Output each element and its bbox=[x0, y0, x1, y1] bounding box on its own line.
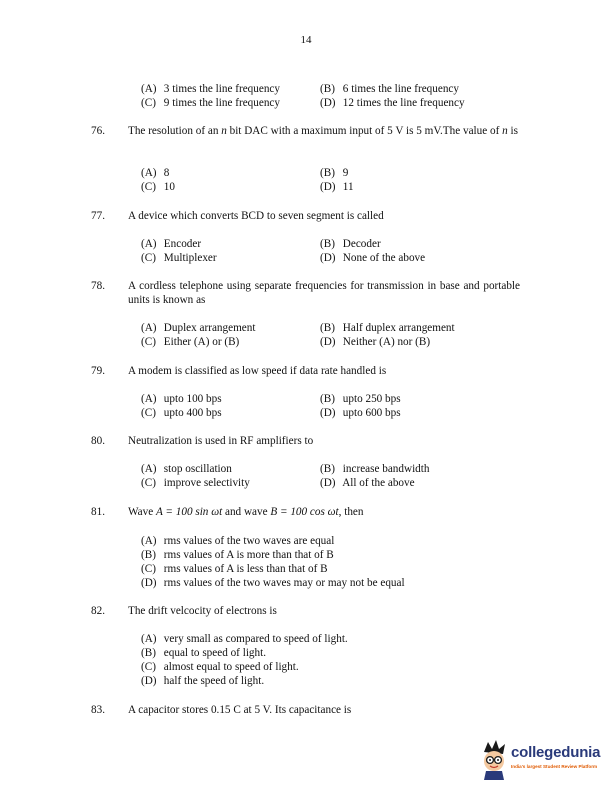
question-text: The drift velcocity of electrons is bbox=[128, 605, 277, 617]
option-d: (D) Neither (A) nor (B) bbox=[320, 336, 431, 348]
question-number: 76. bbox=[91, 125, 105, 137]
question-number: 79. bbox=[91, 365, 105, 377]
option-d bbox=[320, 96, 465, 110]
question-text: Wave A = 100 sin ωt and wave B = 100 cos ωt, then bbox=[128, 506, 364, 518]
brand-name: collegedunia bbox=[511, 744, 601, 761]
option-text: 6 times the line frequency bbox=[342, 83, 459, 95]
question-text: The resolution of an n bit DAC with a maximum input of 5 V is 5 mV.The value of n is bbox=[128, 125, 518, 137]
option-b: (B) 9 bbox=[320, 167, 349, 179]
option-b: (B) rms values of A is more than that of B bbox=[141, 549, 334, 561]
question-number: 77. bbox=[91, 210, 105, 222]
question-number: 83. bbox=[91, 704, 105, 716]
question-number: 78. bbox=[91, 280, 105, 292]
question-text: A device which converts BCD to seven segment is called bbox=[128, 210, 384, 222]
option-text: 12 times the line frequency bbox=[342, 97, 465, 109]
brand-tagline: India's largest Student Review Platform bbox=[511, 764, 598, 769]
option-c: (C) improve selectivity bbox=[141, 477, 250, 489]
option-c: (C) rms values of A is less than that of B bbox=[141, 563, 328, 575]
option-a: (A) stop oscillation bbox=[141, 463, 232, 475]
option-c: (C) Either (A) or (B) bbox=[141, 336, 240, 348]
question-text: A capacitor stores 0.15 C at 5 V. Its capacitance is bbox=[128, 704, 352, 716]
option-d: (D) All of the above bbox=[320, 477, 415, 489]
option-label: (B) bbox=[320, 83, 335, 95]
option-b: (B) upto 250 bps bbox=[320, 393, 401, 405]
option-b: (B) Decoder bbox=[320, 238, 381, 250]
option-b: (B) Half duplex arrangement bbox=[320, 322, 455, 334]
collegedunia-logo bbox=[478, 740, 608, 784]
option-c: (C) Multiplexer bbox=[141, 252, 217, 264]
option-a: (A) very small as compared to speed of light. bbox=[141, 633, 348, 645]
option-a: (A) Encoder bbox=[141, 238, 202, 250]
question-text: A modem is classified as low speed if data rate handled is bbox=[128, 365, 387, 377]
option-d: (D) half the speed of light. bbox=[141, 675, 265, 687]
option-text: 3 times the line frequency bbox=[163, 83, 280, 95]
student-mascot-icon bbox=[478, 740, 510, 780]
option-a: (A) upto 100 bps bbox=[141, 393, 222, 405]
option-d: (D) None of the above bbox=[320, 252, 426, 264]
option-label: (D) bbox=[320, 97, 336, 109]
option-a bbox=[141, 82, 280, 96]
option-c: (C) 10 bbox=[141, 181, 175, 193]
option-d: (D) upto 600 bps bbox=[320, 407, 401, 419]
option-b: (B) increase bandwidth bbox=[320, 463, 430, 475]
question-number: 81. bbox=[91, 506, 105, 518]
option-d: (D) 11 bbox=[320, 181, 354, 193]
option-label: (A) bbox=[141, 83, 157, 95]
question-number: 80. bbox=[91, 435, 105, 447]
option-a: (A) rms values of the two waves are equal bbox=[141, 535, 335, 547]
question-text: A cordless telephone using separate frequencies for transmission in base and portable units is known as bbox=[128, 280, 520, 306]
option-c: (C) upto 400 bps bbox=[141, 407, 222, 419]
option-c: (C) almost equal to speed of light. bbox=[141, 661, 299, 673]
question-number: 82. bbox=[91, 605, 105, 617]
option-b bbox=[320, 82, 459, 96]
option-d: (D) rms values of the two waves may or may not be equal bbox=[141, 577, 405, 589]
option-text: 9 times the line frequency bbox=[163, 97, 280, 109]
option-b: (B) equal to speed of light. bbox=[141, 647, 267, 659]
option-label: (C) bbox=[141, 97, 156, 109]
question-text: Neutralization is used in RF amplifiers to bbox=[128, 435, 314, 447]
option-c bbox=[141, 96, 280, 110]
option-a: (A) Duplex arrangement bbox=[141, 322, 256, 334]
option-a: (A) 8 bbox=[141, 167, 170, 179]
page-number: 14 bbox=[300, 34, 312, 46]
